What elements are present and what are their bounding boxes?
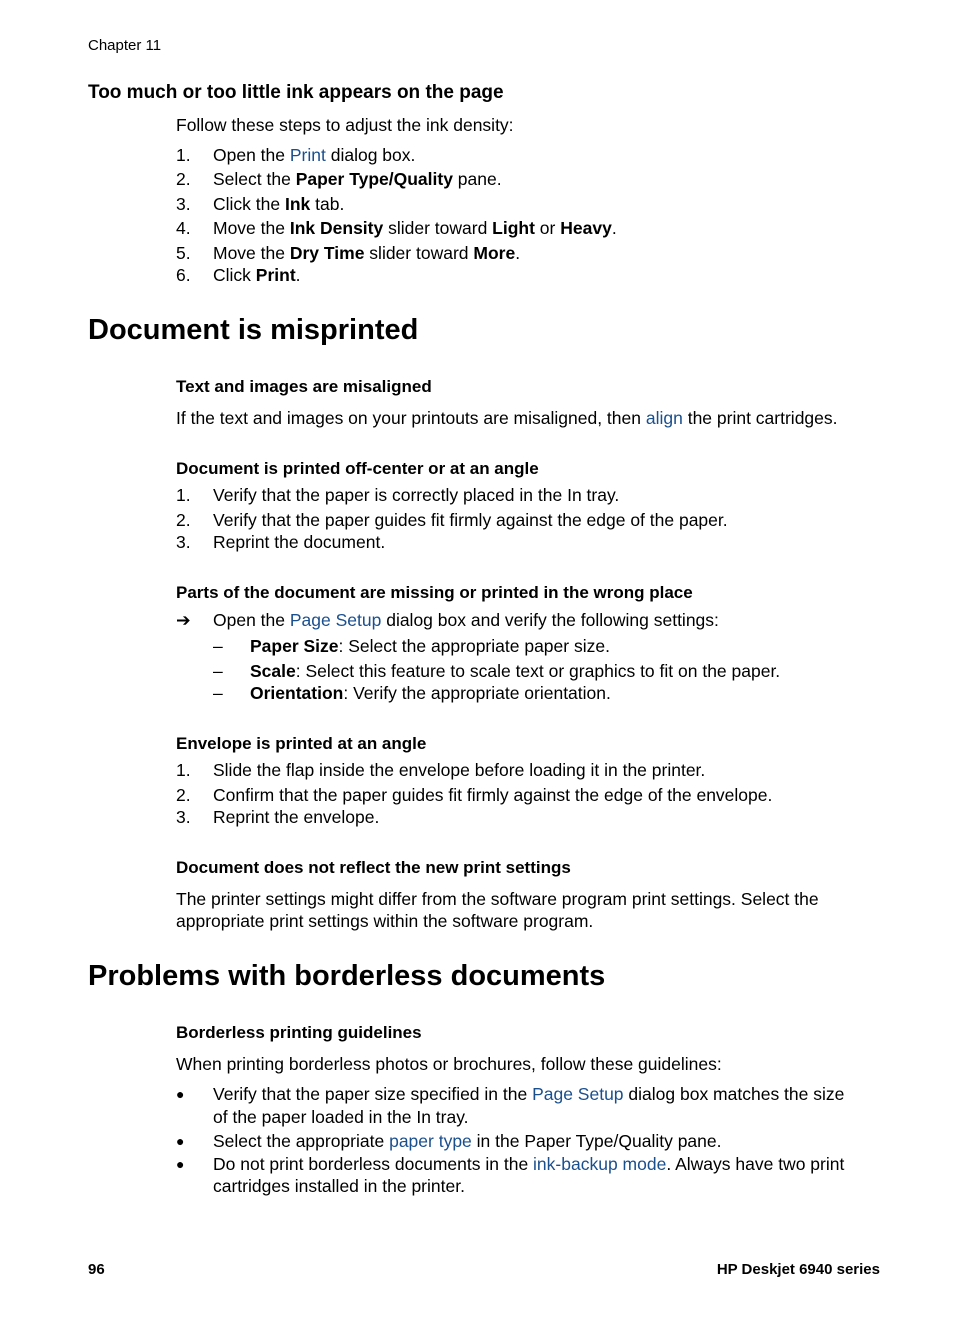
ink-intro: Follow these steps to adjust the ink density:	[176, 115, 514, 135]
step-number: 1.	[176, 485, 191, 505]
align-link[interactable]: align	[645, 408, 683, 428]
settings-paragraph-line2: appropriate print settings within the software program.	[176, 911, 594, 931]
dash-icon: –	[213, 661, 223, 681]
page-number: 96	[88, 1261, 105, 1278]
bullet-icon: ●	[176, 1156, 185, 1172]
misaligned-paragraph: If the text and images on your printouts are misaligned, then align the print cartridges.	[176, 408, 838, 428]
arrow-icon: ➔	[176, 610, 191, 630]
paper-type-link[interactable]: paper type	[389, 1131, 472, 1151]
step-number: 6.	[176, 265, 191, 285]
product-name: HP Deskjet 6940 series	[716, 1261, 880, 1278]
step-number: 1.	[176, 145, 191, 165]
subsection-title-off-center: Document is printed off-center or at an angle	[176, 459, 539, 478]
step-number: 3.	[176, 807, 191, 827]
step-number: 2.	[176, 169, 191, 189]
step-number: 2.	[176, 510, 191, 530]
step-number: 5.	[176, 243, 191, 263]
step-number: 1.	[176, 760, 191, 780]
page-setup-link[interactable]: Page Setup	[289, 610, 382, 630]
subsection-title-misaligned: Text and images are misaligned	[176, 377, 432, 396]
bullet-icon: ●	[176, 1086, 185, 1102]
print-link[interactable]: Print	[289, 145, 326, 165]
step-number: 4.	[176, 218, 191, 238]
step-number: 2.	[176, 785, 191, 805]
section-title-borderless: Problems with borderless documents	[88, 960, 606, 992]
dash-icon: –	[213, 683, 223, 703]
section-title-misprinted: Document is misprinted	[88, 314, 419, 346]
step-number: 3.	[176, 532, 191, 552]
ink-backup-mode-link[interactable]: ink-backup mode	[533, 1154, 667, 1174]
guidelines-intro: When printing borderless photos or brochures, follow these guidelines:	[176, 1054, 722, 1074]
bullet-icon: ●	[176, 1133, 185, 1149]
running-header-chapter: Chapter 11	[88, 37, 162, 54]
step-number: 3.	[176, 194, 191, 214]
subsection-title-envelope: Envelope is printed at an angle	[176, 734, 427, 753]
subsection-title-missing-parts: Parts of the document are missing or printed in the wrong place	[176, 583, 693, 602]
section-title-ink: Too much or too little ink appears on the page	[88, 82, 504, 103]
page-setup-link[interactable]: Page Setup	[532, 1084, 624, 1104]
subsection-title-guidelines: Borderless printing guidelines	[176, 1023, 422, 1042]
dash-icon: –	[213, 636, 223, 656]
settings-paragraph-line1: The printer settings might differ from the software program print settings. Select the	[176, 889, 819, 909]
subsection-title-settings: Document does not reflect the new print settings	[176, 858, 571, 877]
